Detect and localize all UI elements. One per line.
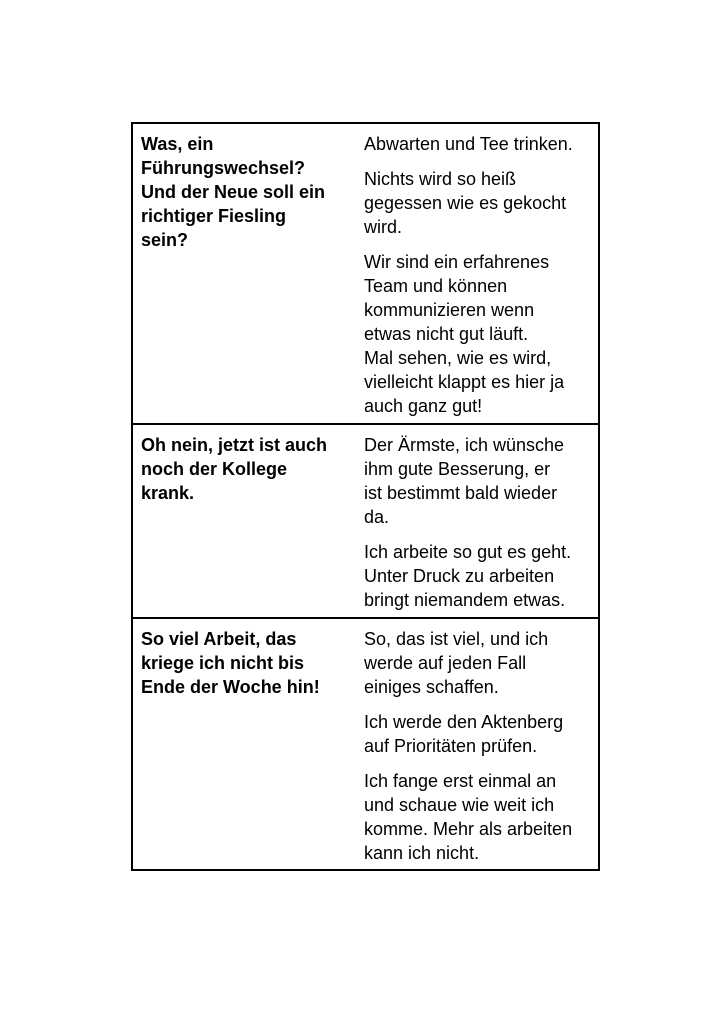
- situation-text: Oh nein, jetzt ist auch noch der Kollege krank.: [141, 435, 328, 503]
- response-cell: [355, 619, 598, 869]
- table-row: [133, 425, 598, 619]
- situation-cell: [133, 619, 355, 869]
- table-row: [133, 124, 598, 425]
- situation-cell: [133, 124, 355, 423]
- response-text: Ich fange erst einmal an und schaue wie weit ich komme. Mehr als arbeiten kann ich nicht.: [364, 771, 573, 863]
- response-text: So, das ist viel, und ich werde auf jeden Fall einiges schaffen.: [364, 629, 549, 697]
- situation-text: So viel Arbeit, das kriege ich nicht bis Ende der Woche hin!: [141, 629, 320, 697]
- situation-cell: [133, 425, 355, 617]
- response-text: Abwarten und Tee trinken.: [364, 134, 573, 154]
- response-text: Wir sind ein erfahrenes Team und können kommunizieren wenn etwas nicht gut läuft. Mal sehen, wie es wird, vielleicht klappt es hier ja auch ganz gut!: [364, 252, 565, 416]
- situation-text: Was, ein Führungswechsel? Und der Neue soll ein richtiger Fiesling sein?: [141, 134, 326, 250]
- response-text: Ich werde den Aktenberg auf Prioritäten prüfen.: [364, 712, 564, 756]
- response-text: Ich arbeite so gut es geht. Unter Druck zu arbeiten bringt niemandem etwas.: [364, 542, 572, 610]
- response-text: Nichts wird so heiß gegessen wie es gekocht wird.: [364, 169, 567, 237]
- table-row: [133, 619, 598, 871]
- response-text: Der Ärmste, ich wünsche ihm gute Besserung, er ist bestimmt bald wieder da.: [364, 435, 565, 527]
- reframing-table: [131, 122, 600, 871]
- response-cell: [355, 425, 598, 617]
- response-cell: [355, 124, 598, 423]
